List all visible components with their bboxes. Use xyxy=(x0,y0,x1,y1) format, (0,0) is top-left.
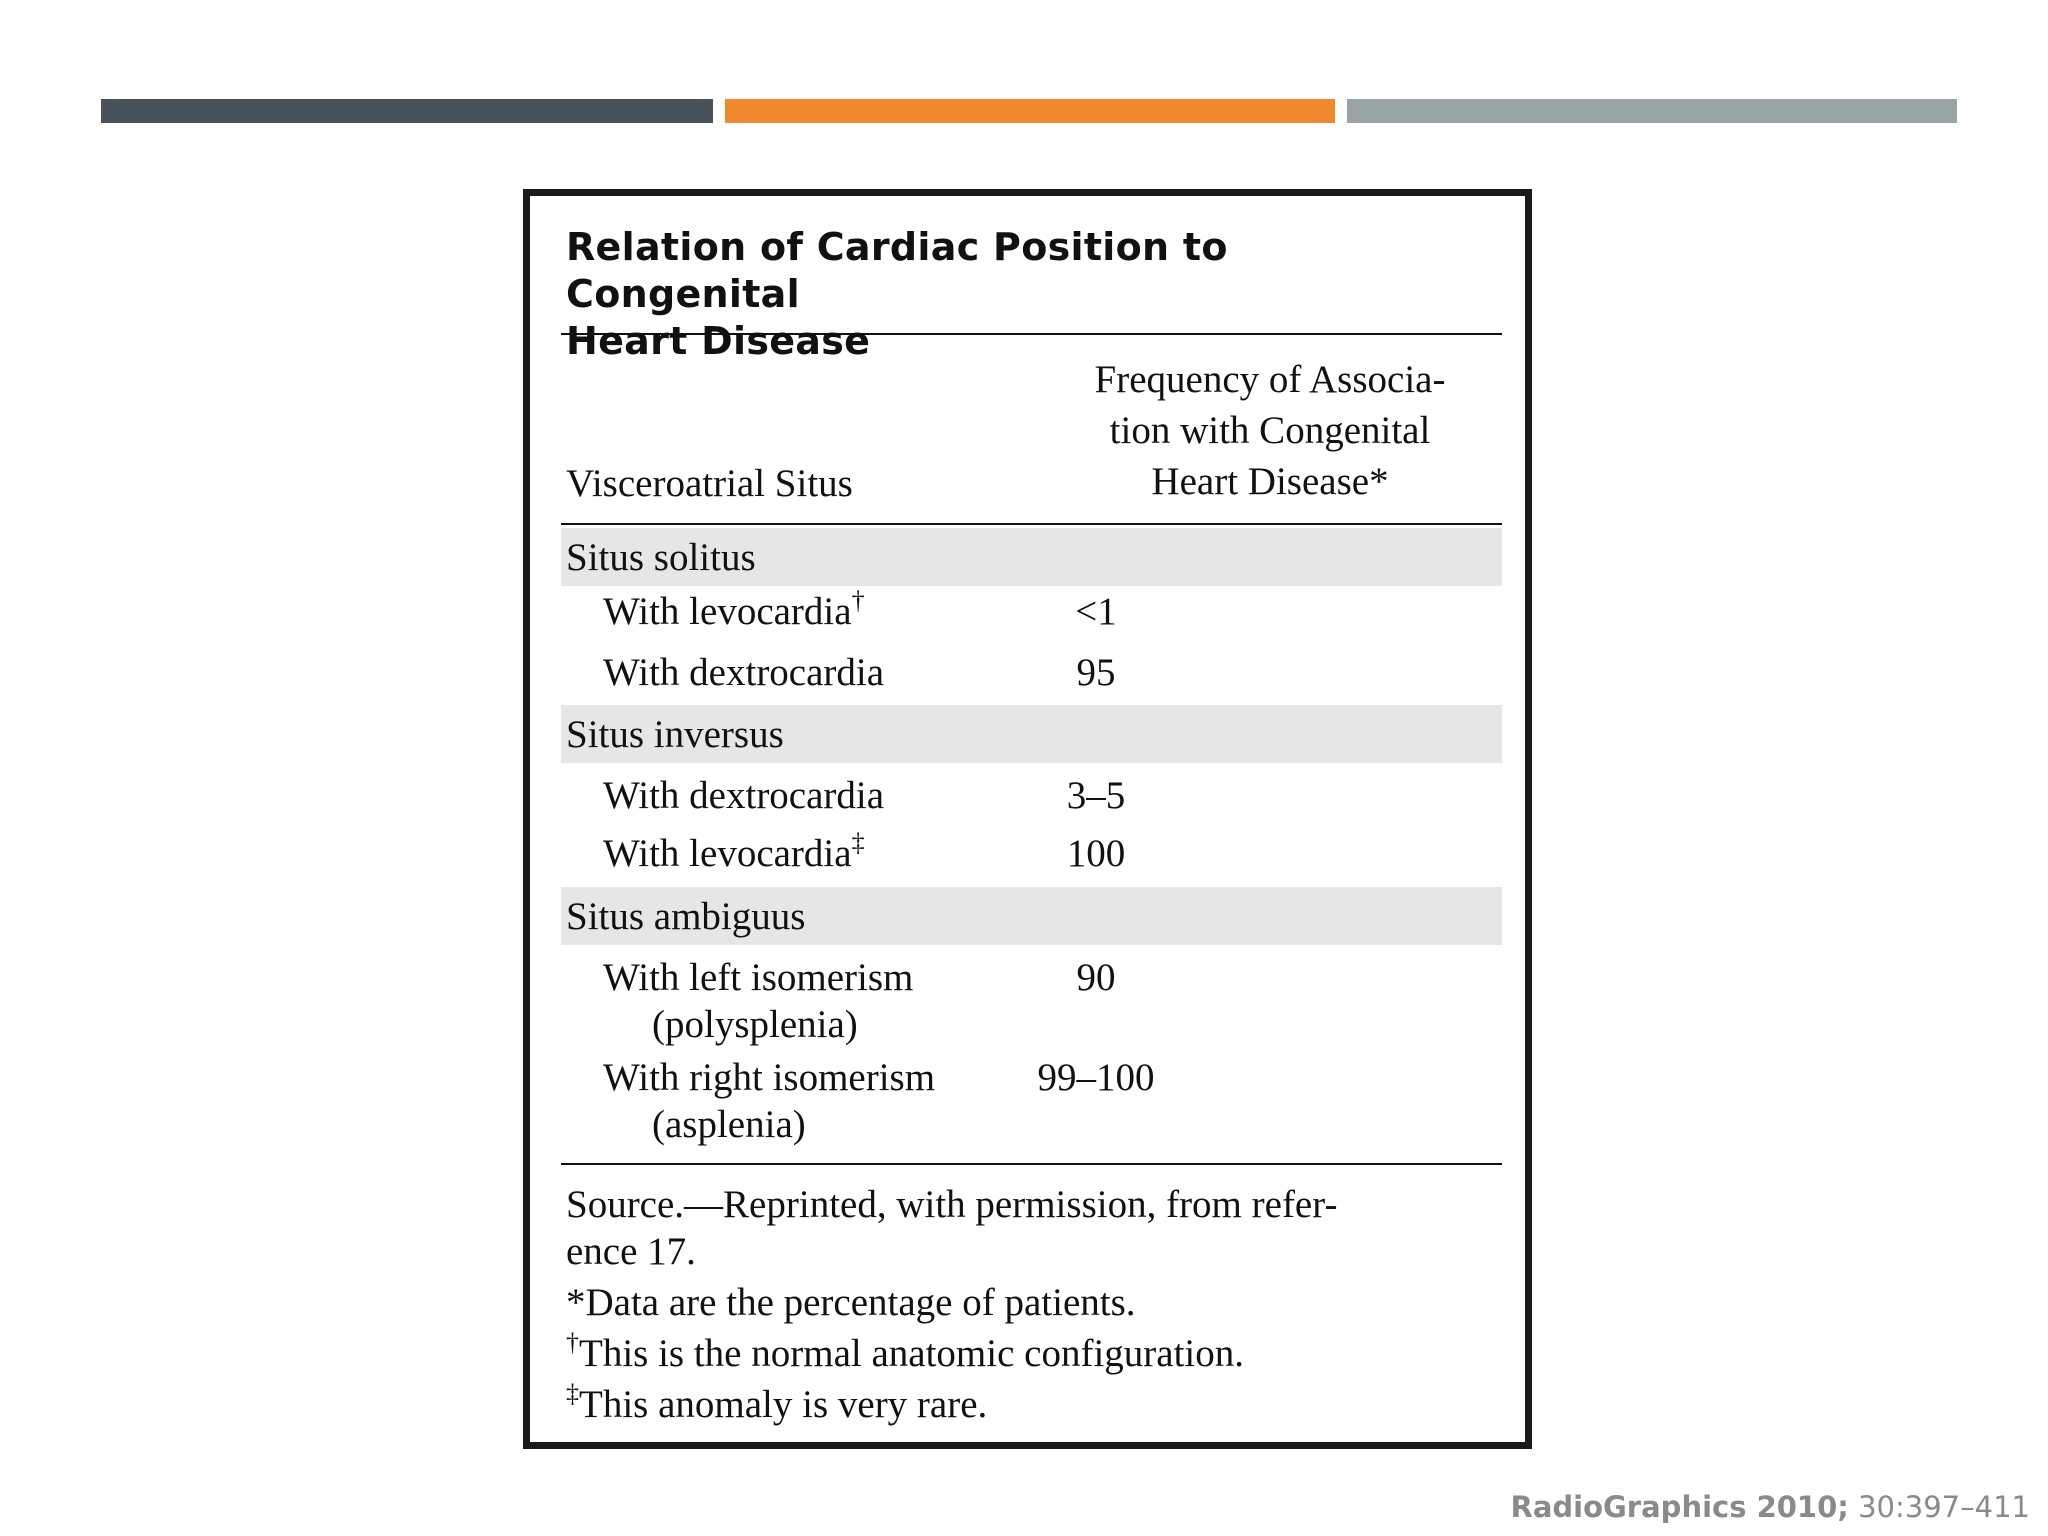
table-row: With dextrocardia 3–5 xyxy=(561,766,1502,824)
header-bar-gray xyxy=(1347,99,1957,123)
citation: RadioGraphics 2010; 30:397–411 xyxy=(1510,1490,2030,1524)
column-header-frequency: Frequency of Associa- tion with Congenital Heart Disease* xyxy=(1094,358,1446,503)
footnote-data: *Data are the percentage of patients. xyxy=(566,1281,1136,1324)
table-row-group: Situs ambiguus xyxy=(561,887,1502,945)
footnote-rare: ‡This anomaly is very rare. xyxy=(566,1379,988,1426)
table-row-group: Situs inversus xyxy=(561,705,1502,763)
table-row-group: Situs solitus xyxy=(561,528,1502,586)
header-bar-orange xyxy=(725,99,1335,123)
table-card xyxy=(523,189,1532,1449)
header-rule xyxy=(561,523,1502,525)
table-cell-value: <1 xyxy=(1075,590,1117,633)
table-row: With levocardia† <1 xyxy=(561,582,1502,640)
table-row: With right isomerism (asplenia) 99–100 xyxy=(561,1048,1502,1148)
table-title: Relation of Cardiac Position to Congenital Heart Disease xyxy=(566,225,1228,363)
source-note: Source.—Reprinted, with permission, from refer- ence 17. xyxy=(566,1183,1338,1273)
table-cell-value: 3–5 xyxy=(1066,774,1126,817)
column-header-situs: Visceroatrial Situs xyxy=(566,462,853,505)
footer-rule xyxy=(561,1163,1502,1165)
table-cell-value: 95 xyxy=(1076,651,1116,694)
table-row: With left isomerism (polysplenia) 90 xyxy=(561,948,1502,1044)
table-row: With levocardia‡ 100 xyxy=(561,824,1502,882)
table-row: With dextrocardia 95 xyxy=(561,643,1502,701)
table-footnotes xyxy=(566,1181,1506,1432)
title-rule xyxy=(561,333,1502,335)
table-cell-value: 99–100 xyxy=(1037,1056,1155,1099)
table-cell-value: 90 xyxy=(1076,956,1116,999)
header-bar-dark xyxy=(101,99,713,123)
footnote-normal: †This is the normal anatomic configuration. xyxy=(566,1328,1244,1375)
table-cell-value: 100 xyxy=(1066,832,1126,875)
